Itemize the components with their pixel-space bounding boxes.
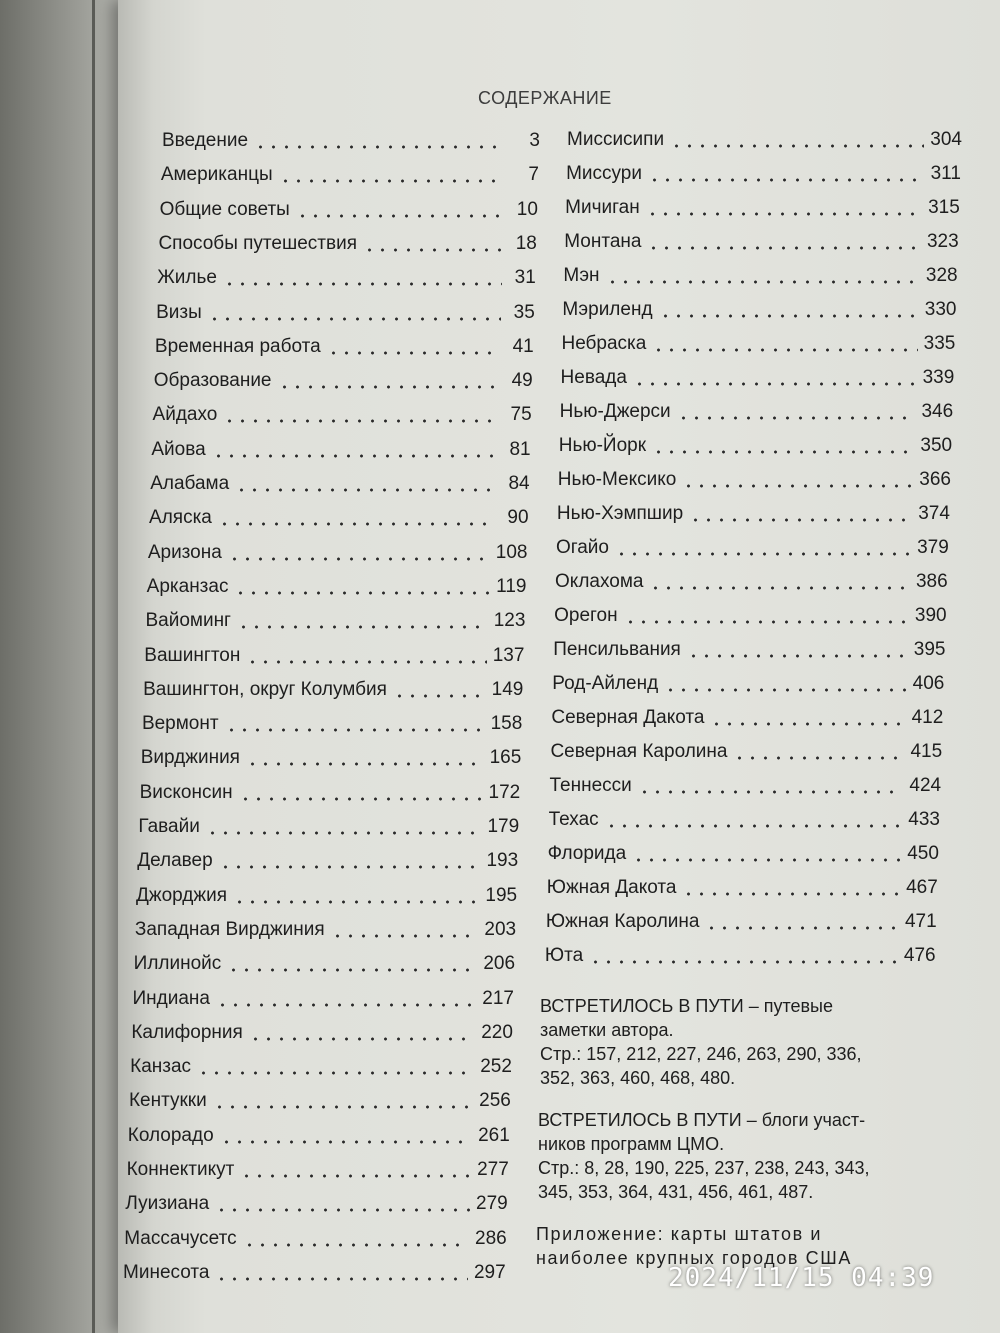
toc-entry-title: Американцы (160, 164, 273, 186)
toc-entry-title: Огайо (555, 537, 609, 558)
toc-entry-page: 206 (483, 953, 516, 975)
dot-leader (649, 586, 910, 590)
toc-entry (561, 367, 955, 389)
toc-entry (551, 707, 943, 729)
toc-entry-title: Аляска (149, 507, 212, 529)
toc-entry (140, 782, 521, 804)
toc-entry-page: 395 (913, 639, 946, 660)
toc-entry (137, 850, 518, 872)
dot-leader (197, 1071, 474, 1075)
toc-entry-title: Арканзас (146, 575, 229, 597)
blogs-line: ников программ ЦМО. (538, 1134, 725, 1154)
toc-entry-page: 90 (507, 507, 529, 529)
toc-entry-page: 328 (925, 265, 958, 286)
toc-entry-page: 374 (918, 503, 950, 524)
toc-entry-page: 277 (477, 1159, 509, 1180)
dot-leader (235, 488, 495, 492)
toc-entry (123, 1262, 506, 1284)
dot-leader (677, 416, 916, 420)
toc-entry (157, 267, 536, 289)
toc-entry-title: Индиана (132, 987, 210, 1009)
dot-leader (632, 858, 901, 862)
toc-entry-title: Массачусетс (124, 1227, 237, 1249)
toc-entry-page: 433 (908, 809, 940, 830)
toc-entry-title: Нью-Йорк (558, 435, 647, 456)
toc-entry (545, 945, 936, 967)
dot-leader (215, 1277, 467, 1281)
toc-entry (160, 199, 538, 221)
dot-leader (208, 317, 501, 321)
toc-entry-title: Южная Каролина (545, 911, 700, 932)
toc-entry-title: Образование (153, 370, 272, 392)
toc-entry-title: Северная Дакота (551, 707, 705, 728)
toc-entry-title: Айдахо (152, 404, 218, 426)
toc-entry (559, 435, 952, 457)
toc-entry (127, 1159, 509, 1181)
author-notes-pages: 352, 363, 460, 468, 480. (540, 1068, 736, 1088)
toc-entry (148, 542, 528, 564)
toc-entry (564, 231, 958, 253)
toc-entry-page: 137 (492, 644, 525, 666)
toc-entry (138, 816, 519, 838)
toc-entry (144, 645, 524, 667)
toc-entry-title: Миссисипи (567, 129, 665, 150)
toc-entry (554, 605, 946, 627)
dot-leader (682, 892, 900, 896)
dot-leader (705, 926, 899, 930)
toc-entry (135, 919, 516, 941)
dot-leader (240, 1174, 471, 1178)
toc-entry (147, 576, 527, 598)
author-notes-block (540, 994, 862, 1090)
dot-leader (279, 179, 505, 183)
dot-leader (363, 248, 503, 252)
dot-leader (652, 450, 914, 454)
toc-entry (125, 1193, 507, 1215)
toc-entry-page: 297 (473, 1261, 506, 1283)
dot-leader (633, 382, 917, 386)
dot-leader (638, 790, 904, 794)
dot-leader (393, 694, 486, 698)
toc-entry-page: 390 (914, 605, 947, 626)
appendix-line: Приложение: карты штатов и (536, 1224, 823, 1244)
toc-entry-title: Техас (548, 809, 599, 830)
toc-entry-title: Вермонт (141, 713, 219, 735)
toc-entry (154, 370, 533, 392)
author-notes-line: заметки автора. (540, 1020, 674, 1040)
toc-entry-title: Гавайи (138, 816, 200, 837)
toc-entry-title: Нью-Джерси (559, 401, 671, 422)
toc-entry (547, 877, 938, 899)
toc-entry-title: Теннесси (549, 775, 632, 796)
toc-entry-page: 330 (924, 299, 957, 320)
appendix-line: наиболее крупных городов США (536, 1248, 852, 1268)
toc-entry (567, 129, 962, 151)
toc-entry (161, 164, 539, 186)
blogs-pages: 345, 353, 364, 431, 456, 461, 487. (538, 1182, 814, 1202)
dot-leader (234, 591, 490, 595)
toc-entry-page: 3 (529, 130, 540, 151)
toc-entry-page: 158 (490, 713, 523, 735)
toc-entry-page: 41 (512, 335, 534, 357)
toc-entry-page: 220 (481, 1021, 513, 1043)
dot-leader (218, 522, 495, 526)
toc-entry-page: 279 (476, 1193, 508, 1215)
toc-entry-page: 119 (496, 575, 527, 597)
toc-entry (133, 988, 515, 1010)
dot-leader (223, 282, 502, 286)
dot-leader (246, 660, 486, 664)
toc-entry-title: Кентукки (128, 1090, 207, 1112)
toc-entry-page: 261 (478, 1124, 510, 1146)
toc-entry-title: Западная Вирджиния (134, 918, 325, 940)
toc-entry (151, 439, 530, 461)
toc-entry-title: Оклахома (555, 571, 644, 592)
toc-entry-page: 304 (930, 129, 962, 150)
blogs-line: ВСТРЕТИЛОСЬ В ПУТИ – блоги участ- (538, 1110, 866, 1130)
toc-entry (558, 469, 951, 491)
toc-entry-title: Северная Каролина (550, 741, 728, 762)
toc-entry (155, 336, 534, 358)
toc-entry-page: 123 (493, 610, 526, 632)
dot-leader (206, 831, 482, 835)
toc-entry (158, 233, 536, 255)
dot-leader (648, 178, 925, 182)
dot-leader (646, 212, 922, 216)
dot-leader (216, 1003, 476, 1007)
toc-entry-page: 108 (495, 541, 528, 563)
toc-entry (557, 503, 950, 525)
dot-leader (228, 557, 490, 561)
toc-entry-page: 286 (475, 1227, 507, 1249)
toc-entry-title: Канзас (130, 1056, 192, 1078)
toc-entry (150, 473, 529, 495)
toc-entry-page: 311 (930, 163, 961, 184)
dot-leader (254, 145, 506, 149)
toc-entry-title: Иллинойс (133, 953, 222, 975)
toc-entry (563, 265, 957, 287)
toc-entry-page: 339 (922, 367, 955, 388)
toc-entry-title: Вашингтон, округ Колумбия (143, 678, 387, 700)
toc-entry-title: Флорида (547, 843, 627, 864)
toc-entry-title: Висконсин (139, 781, 233, 803)
toc-entry-title: Калифорния (131, 1021, 243, 1043)
dot-leader (243, 1243, 469, 1247)
toc-entry-page: 165 (489, 747, 522, 769)
toc-entry-page: 35 (513, 301, 535, 323)
toc-entry (561, 333, 955, 355)
dot-leader (227, 968, 477, 972)
dot-leader (687, 654, 908, 658)
toc-entry (550, 741, 942, 763)
toc-entry-title: Жилье (157, 267, 217, 289)
toc-entry (136, 885, 517, 907)
dot-leader (237, 625, 488, 629)
toc-entry-title: Монтана (564, 231, 642, 252)
toc-entry-page: 315 (928, 197, 960, 218)
dot-leader (213, 1105, 473, 1109)
toc-entry-page: 406 (912, 673, 945, 694)
toc-heading: СОДЕРЖАНИЕ (478, 88, 612, 108)
toc-entry-title: Вирджиния (140, 747, 240, 769)
dot-leader (223, 419, 497, 423)
dot-leader (605, 824, 903, 828)
toc-entry (124, 1228, 506, 1250)
toc-entry-title: Род-Айленд (552, 673, 659, 694)
dot-leader (606, 280, 920, 284)
dot-leader (710, 722, 905, 726)
toc-entry-title: Орегон (554, 605, 618, 626)
dot-leader (689, 518, 912, 522)
toc-entry (128, 1125, 510, 1147)
toc-entry-title: Визы (156, 301, 202, 323)
toc-entry (131, 1022, 513, 1044)
toc-entry (149, 507, 529, 529)
toc-entry-title: Аризона (147, 541, 222, 563)
author-notes-line: ВСТРЕТИЛОСЬ В ПУТИ – путевые (540, 996, 834, 1016)
toc-entry (566, 163, 961, 185)
toc-entry-page: 195 (485, 884, 518, 906)
dot-leader (615, 552, 911, 556)
toc-entry (555, 571, 948, 593)
toc-entry (549, 809, 940, 831)
dot-leader (212, 454, 497, 458)
toc-entry (550, 775, 942, 797)
dot-leader (659, 314, 919, 318)
dot-leader (225, 728, 485, 732)
dot-leader (682, 484, 913, 488)
dot-leader (647, 246, 921, 250)
toc-entry-title: Мэриленд (562, 299, 653, 320)
toc-entry-title: Коннектикут (126, 1159, 235, 1180)
toc-entry (556, 537, 949, 559)
toc-entry-page: 49 (511, 370, 533, 392)
toc-entry-title: Невада (560, 367, 627, 388)
dot-leader (589, 960, 898, 964)
toc-entry (142, 713, 522, 735)
toc-entry (129, 1090, 511, 1112)
toc-entry (141, 747, 522, 769)
toc-entry-title: Южная Дакота (546, 877, 677, 898)
toc-entry-page: 31 (514, 267, 536, 289)
dot-leader (327, 351, 500, 355)
toc-entry (153, 404, 532, 426)
dot-leader (664, 688, 906, 692)
toc-entry-page: 7 (528, 164, 539, 186)
toc-entry-page: 10 (516, 198, 538, 220)
toc-entry-page: 252 (480, 1056, 512, 1078)
dot-leader (239, 797, 483, 801)
dot-leader (219, 865, 481, 869)
toc-entry-page: 415 (910, 741, 943, 762)
previous-page-edge (0, 0, 130, 1333)
toc-entry-page: 450 (907, 843, 939, 864)
toc-entry-page: 18 (515, 232, 537, 254)
toc-entry-page: 471 (904, 911, 937, 932)
toc-entry-page: 179 (487, 816, 520, 837)
blogs-pages: Стр.: 8, 28, 190, 225, 237, 238, 243, 343, (538, 1158, 870, 1178)
toc-entry-page: 412 (911, 707, 944, 728)
dot-leader (296, 214, 504, 218)
toc-entry-page: 172 (488, 781, 521, 803)
toc-entry-title: Алабама (150, 473, 230, 494)
toc-entry-page: 193 (486, 850, 519, 872)
toc-entry-page: 467 (906, 877, 938, 898)
toc-entry (145, 610, 525, 632)
dot-leader (652, 348, 917, 352)
toc-entry-page: 81 (509, 438, 531, 460)
toc-entry-page: 217 (482, 987, 514, 1009)
toc-entry (156, 302, 535, 324)
toc-entry-title: Небраска (561, 333, 647, 354)
dot-leader (249, 1037, 475, 1041)
toc-entry-page: 476 (903, 945, 936, 966)
dot-leader (246, 762, 484, 766)
toc-entry-page: 75 (510, 404, 532, 426)
toc-entry-title: Колорадо (127, 1124, 214, 1146)
toc-entry (143, 679, 523, 701)
toc-entry-title: Временная работа (154, 335, 321, 357)
dot-leader (624, 620, 909, 624)
toc-entry-title: Джорджия (136, 884, 228, 906)
toc-entry-page: 386 (915, 571, 948, 592)
toc-entry-title: Айова (151, 438, 206, 460)
photo-timestamp: 2024/11/15 04:39 (668, 1263, 935, 1293)
toc-entry-page: 366 (919, 469, 951, 490)
blogs-block (538, 1108, 870, 1204)
toc-entry-page: 256 (479, 1090, 511, 1112)
toc-entry (562, 299, 956, 321)
toc-entry-title: Нью-Мексико (557, 469, 677, 490)
toc-entry-title: Нью-Хэмпшир (556, 503, 684, 524)
dot-leader (733, 756, 904, 760)
toc-entry-page: 323 (926, 231, 959, 252)
toc-entry-page: 346 (921, 401, 954, 422)
author-notes-pages: Стр.: 157, 212, 227, 246, 263, 290, 336, (540, 1044, 862, 1064)
toc-entry-page: 149 (491, 678, 524, 700)
toc-entry (134, 953, 515, 975)
dot-leader (220, 1140, 472, 1144)
toc-entry-page: 379 (917, 537, 949, 558)
dot-leader (670, 144, 924, 148)
toc-entry-title: Общие советы (159, 198, 290, 220)
toc-entry-page: 350 (920, 435, 953, 456)
toc-entry-title: Мэн (563, 265, 600, 286)
toc-entry-title: Луизиана (125, 1193, 210, 1215)
toc-entry-title: Введение (162, 130, 249, 151)
toc-entry-page: 424 (909, 775, 942, 796)
toc-entry (162, 130, 540, 152)
toc-entry (553, 639, 945, 661)
toc-entry (548, 843, 939, 865)
toc-entry-page: 84 (508, 473, 530, 494)
toc-entry-title: Вашингтон (144, 644, 241, 666)
toc-entry-title: Минесота (123, 1261, 210, 1283)
toc-entry-title: Делавер (137, 850, 213, 872)
dot-leader (278, 385, 499, 389)
toc-entry-title: Способы путешествия (158, 232, 357, 254)
toc-entry (552, 673, 944, 695)
toc-entry-title: Вайоминг (145, 610, 231, 632)
dot-leader (331, 934, 479, 938)
toc-entry-title: Пенсильвания (553, 639, 681, 660)
toc-entry-page: 203 (484, 918, 517, 940)
toc-entry-title: Мичиган (565, 197, 640, 218)
dot-leader (233, 900, 479, 904)
toc-entry-title: Миссури (566, 163, 642, 184)
toc-entry (560, 401, 954, 423)
toc-entry (565, 197, 960, 219)
toc-entry (130, 1056, 512, 1078)
toc-entry (546, 911, 937, 933)
toc-entry-title: Юта (544, 945, 584, 966)
toc-entry-page: 335 (923, 333, 956, 354)
dot-leader (215, 1208, 470, 1212)
